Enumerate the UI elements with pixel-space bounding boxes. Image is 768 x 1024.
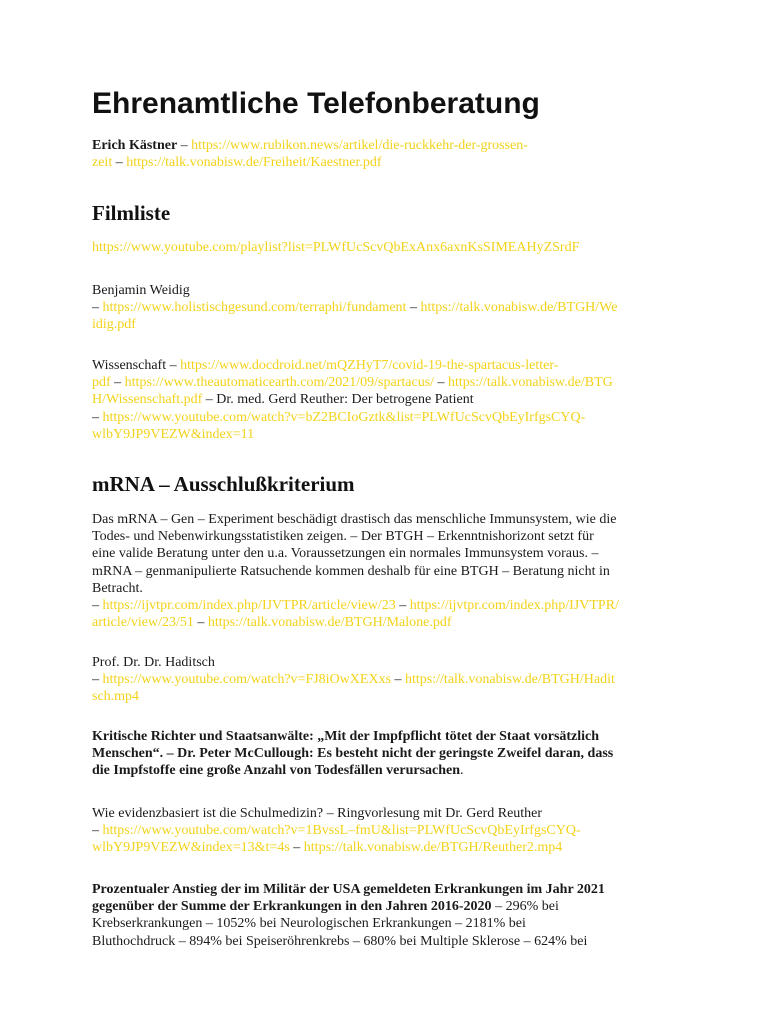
separator: – bbox=[395, 598, 410, 614]
separator: – bbox=[166, 358, 181, 373]
weidig-name: Benjamin Weidig bbox=[92, 283, 190, 298]
ijvtpr-link[interactable]: https://ijvtpr.com/index.php/IJVTPR/article/view/23 bbox=[102, 598, 396, 614]
kaestner-name: Erich Kästner bbox=[92, 138, 178, 153]
filmliste-paragraph bbox=[92, 239, 684, 256]
rubikon-link[interactable]: https://www.rubikon.news/artikel/die-ruckkehr-der-grossen- bbox=[191, 138, 528, 153]
page-title: Ehrenamtliche Telefonberatung bbox=[92, 87, 540, 120]
separator: – bbox=[193, 615, 208, 631]
separator: – bbox=[112, 155, 127, 171]
mrna-heading: mRNA – Ausschlußkriterium bbox=[92, 472, 355, 496]
docdroid-link[interactable]: https://www.docdroid.net/mQZHyT7/covid-19-the-spartacus-letter- bbox=[180, 358, 559, 373]
dash: – bbox=[92, 823, 103, 839]
haditsch-mp4-link[interactable]: https://talk.vonabisw.de/BTGH/Hadit bbox=[405, 672, 615, 688]
weidig-paragraph bbox=[92, 282, 684, 334]
holistischgesund-link[interactable]: https://www.holistischgesund.com/terraphi/fundament bbox=[102, 300, 407, 316]
separator: – bbox=[434, 375, 449, 391]
wissenschaft-pdf-link[interactable]: https://talk.vonabisw.de/BTG bbox=[448, 375, 613, 391]
prozent-text-line: Bluthochdruck – 894% bei Speiseröhrenkrebs – 680% bei Multiple Sklerose – 624% bei bbox=[92, 933, 588, 949]
wissenschaft-paragraph bbox=[92, 357, 684, 443]
ringvorlesung-youtube-link[interactable]: https://www.youtube.com/watch?v=1BvssL–fmU&list=PLWfUcScvQbEyIrfgsCYQ- bbox=[102, 823, 581, 839]
wissenschaft-pdf-link-continued[interactable]: H/Wissenschaft.pdf bbox=[92, 392, 203, 408]
prozent-text-rest: – 296% bei bbox=[491, 899, 559, 915]
wissenschaft-label: Wissenschaft bbox=[92, 358, 167, 373]
ijvtpr-link-2[interactable]: https://ijvtpr.com/index.php/IJVTPR/ bbox=[409, 598, 619, 614]
separator: – bbox=[289, 840, 304, 856]
weidig-pdf-link[interactable]: https://talk.vonabisw.de/BTGH/We bbox=[420, 300, 618, 316]
reuther-youtube-link-continued[interactable]: wlbY9JP9VEZW&index=11 bbox=[92, 426, 255, 442]
ijvtpr-link-2-continued[interactable]: article/view/23/51 bbox=[92, 615, 194, 631]
ringvorlesung-youtube-link-continued[interactable]: wlbY9JP9VEZW&index=13&t=4s bbox=[92, 840, 290, 856]
kaestner-paragraph bbox=[92, 137, 684, 171]
prozent-text-line: Krebserkrankungen – 1052% bei Neurologischen Erkrankungen – 2181% bei bbox=[92, 916, 526, 932]
dash: – bbox=[92, 409, 103, 425]
separator: – bbox=[177, 138, 192, 153]
mrna-text-line: mRNA – genmanipulierte Ratsuchende kommen deshalb für eine BTGH – Beratung nicht in bbox=[92, 563, 610, 579]
reuther-youtube-link[interactable]: https://www.youtube.com/watch?v=bZ2BCIoGztk&list=PLWfUcScvQbEyIrfgsCYQ- bbox=[102, 409, 586, 425]
kritische-paragraph bbox=[92, 728, 684, 780]
theautomaticearth-link[interactable]: https://www.theautomaticearth.com/2021/09/spartacus/ bbox=[124, 375, 435, 391]
reuther-text: – Dr. med. Gerd Reuther: Der betrogene Patient bbox=[202, 392, 474, 408]
prozent-paragraph bbox=[92, 881, 684, 950]
filmliste-heading: Filmliste bbox=[92, 201, 171, 225]
mrna-text-line: Todes- und Nebenwirkungsstatistiken zeigen. – Der BTGH – Erkenntnishorizont setzt für bbox=[92, 529, 594, 545]
mrna-text-line: Betracht. bbox=[92, 580, 143, 596]
dash: – bbox=[92, 598, 103, 614]
haditsch-youtube-link[interactable]: https://www.youtube.com/watch?v=FJ8iOwXEXxs bbox=[102, 672, 392, 688]
prozent-text-line: gegenüber der Summe der Erkrankungen in den Jahren 2016-2020 bbox=[92, 899, 492, 915]
prozent-text-line: Prozentualer Anstieg der im Militär der USA gemeldeten Erkrankungen im Jahr 2021 bbox=[92, 882, 605, 897]
dash: – bbox=[92, 300, 103, 316]
reuther2-mp4-link[interactable]: https://talk.vonabisw.de/BTGH/Reuther2.mp4 bbox=[303, 840, 563, 856]
dash: – bbox=[92, 672, 103, 688]
kritische-text-line: Menschen“. – Dr. Peter McCullough: Es besteht nicht der geringste Zweifel daran, dass bbox=[92, 746, 614, 762]
evidenz-text-line: Wie evidenzbasiert ist die Schulmedizin? – Ringvorlesung mit Dr. Gerd Reuther bbox=[92, 806, 543, 821]
mrna-paragraph bbox=[92, 511, 684, 631]
mrna-text-line: eine valide Beratung unter den u.a. Voraussetzungen ein normales Immunsystem voraus. – bbox=[92, 546, 599, 562]
weidig-pdf-link-continued[interactable]: idig.pdf bbox=[92, 317, 136, 333]
rubikon-link-continued[interactable]: zeit bbox=[92, 155, 113, 171]
haditsch-paragraph bbox=[92, 654, 684, 706]
kaestner-pdf-link[interactable]: https://talk.vonabisw.de/Freiheit/Kaestner.pdf bbox=[126, 155, 382, 171]
haditsch-mp4-link-continued[interactable]: sch.mp4 bbox=[92, 689, 140, 705]
youtube-playlist-link[interactable]: https://www.youtube.com/playlist?list=PLWfUcScvQbExAnx6axnKsSIMEAHyZSrdF bbox=[92, 240, 580, 255]
kritische-text-line: Kritische Richter und Staatsanwälte: „Mit der Impfpflicht tötet der Staat vorsätzlich bbox=[92, 729, 600, 744]
period: . bbox=[460, 763, 464, 779]
malone-pdf-link[interactable]: https://talk.vonabisw.de/BTGH/Malone.pdf bbox=[207, 615, 452, 631]
separator: – bbox=[406, 300, 421, 316]
docdroid-link-continued[interactable]: pdf bbox=[92, 375, 111, 391]
evidenz-paragraph bbox=[92, 805, 684, 857]
separator: – bbox=[391, 672, 406, 688]
mrna-text-line: Das mRNA – Gen – Experiment beschädigt drastisch das menschliche Immunsystem, wie die bbox=[92, 512, 617, 527]
separator: – bbox=[110, 375, 125, 391]
kritische-text-line: die Impfstoffe eine große Anzahl von Todesfällen verursachen bbox=[92, 763, 461, 779]
haditsch-name: Prof. Dr. Dr. Haditsch bbox=[92, 655, 215, 670]
